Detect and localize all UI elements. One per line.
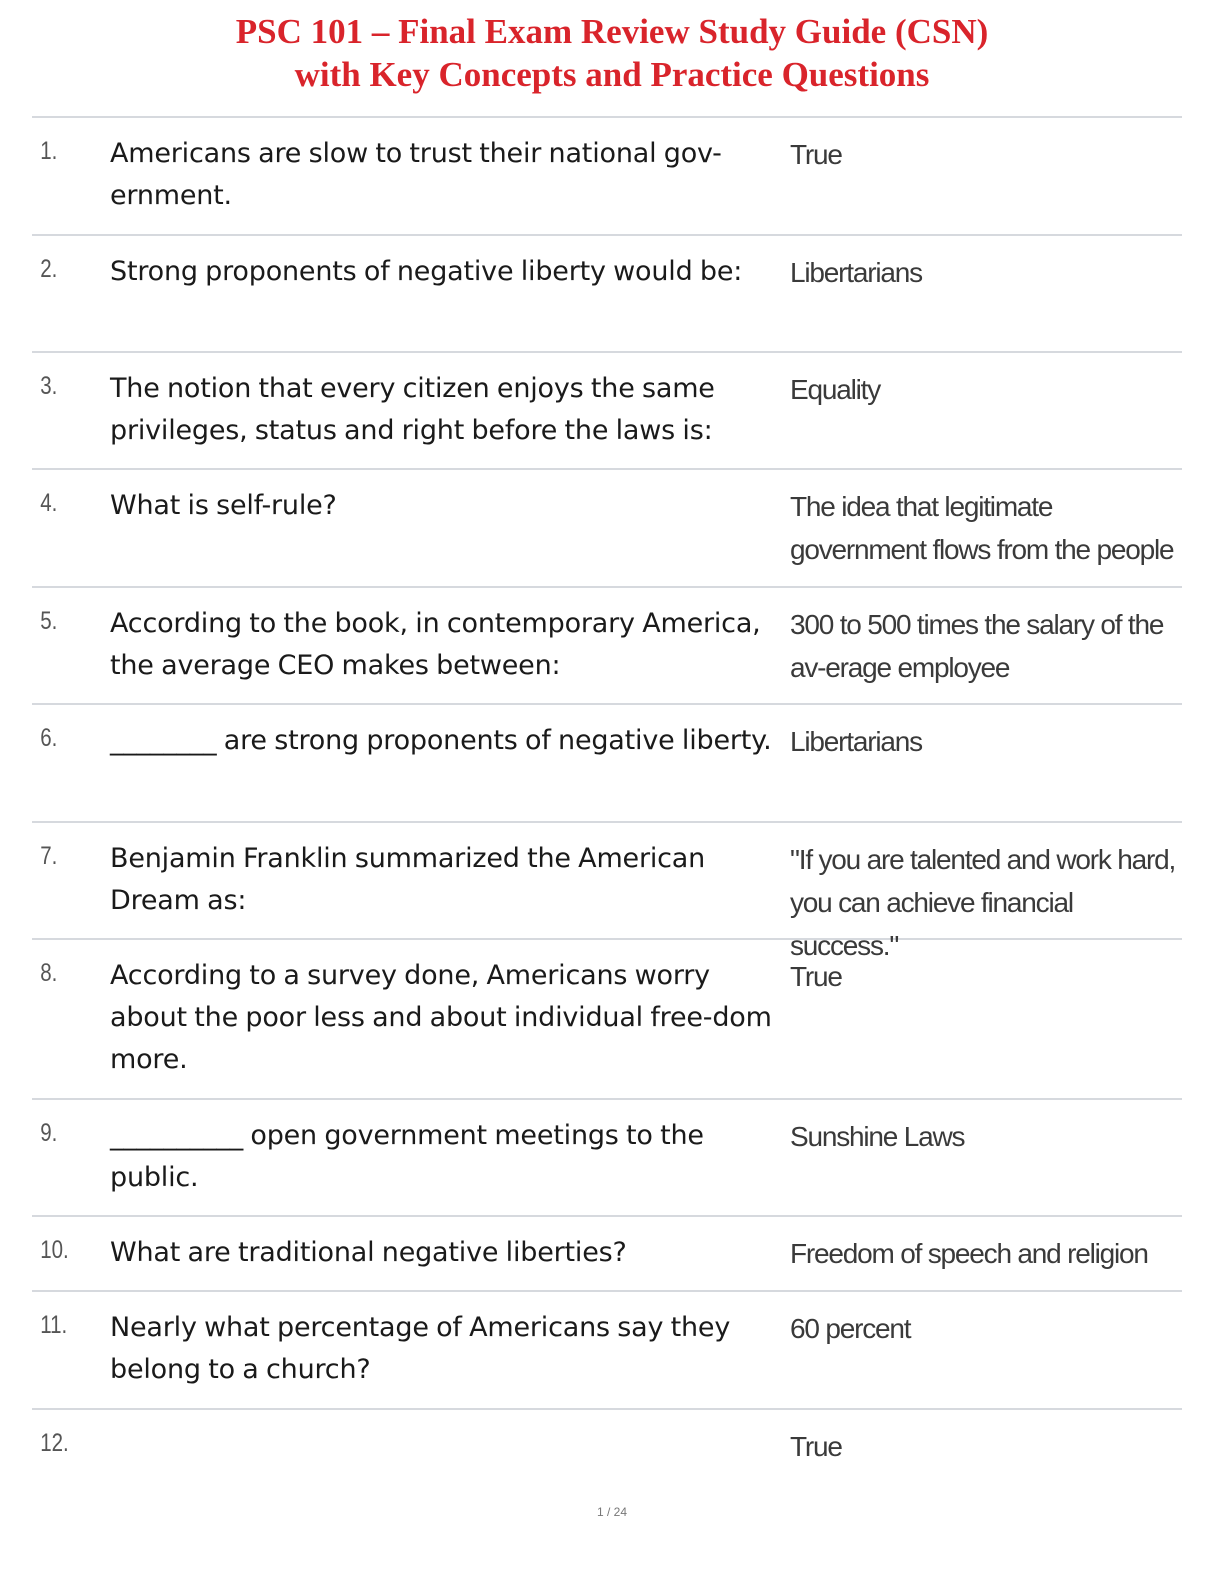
question-text: What are traditional negative liberties? [110, 1237, 627, 1268]
page-title-line-2: with Key Concepts and Practice Questions [294, 55, 930, 94]
answer-text: True [790, 1431, 842, 1462]
question-answer-list [32, 116, 1182, 1470]
qa-row [32, 1100, 1182, 1217]
question-text: ________ are strong proponents of negative liberty. [110, 725, 772, 756]
question-text: Strong proponents of negative liberty would be: [110, 256, 743, 287]
qa-row [32, 940, 1182, 1100]
answer-text: "If you are talented and work hard, you can achieve financial success." [790, 844, 1176, 961]
answer-text: Libertarians [790, 726, 922, 757]
answer-text: Freedom of speech and religion [790, 1238, 1148, 1269]
page-indicator: 1 / 24 [596, 1505, 628, 1519]
question-number: 3. [40, 372, 58, 400]
qa-row [32, 1292, 1182, 1410]
qa-row [32, 588, 1182, 705]
question-number: 8. [40, 959, 58, 987]
qa-row [32, 118, 1182, 236]
question-text: According to a survey done, Americans worry about the poor less and about individual free-dom more. [110, 960, 772, 1075]
answer-text: 300 to 500 times the salary of the av-erage employee [790, 609, 1164, 683]
question-number: 9. [40, 1119, 58, 1147]
page-title-line-1: PSC 101 – Final Exam Review Study Guide (CSN) [235, 12, 989, 51]
qa-row [32, 470, 1182, 588]
qa-row [32, 236, 1182, 353]
question-number: 5. [40, 607, 58, 635]
question-text: What is self-rule? [110, 490, 337, 521]
page-title [0, 10, 1224, 96]
qa-row [32, 823, 1182, 961]
question-number: 7. [40, 842, 58, 870]
answer-text: Equality [790, 374, 881, 405]
question-number: 6. [40, 724, 58, 752]
answer-text: True [790, 139, 842, 170]
question-number: 12. [40, 1429, 69, 1457]
question-number: 10. [40, 1236, 69, 1264]
qa-row [32, 705, 1182, 823]
qa-row [32, 353, 1182, 470]
question-number: 11. [40, 1311, 68, 1339]
question-number: 4. [40, 489, 58, 517]
answer-text: Libertarians [790, 257, 922, 288]
question-text: The notion that every citizen enjoys the same privileges, status and right before the laws is: [110, 373, 715, 446]
question-number: 2. [40, 255, 58, 283]
answer-text: True [790, 961, 842, 992]
answer-text: 60 percent [790, 1313, 911, 1344]
question-text: __________ open government meetings to the public. [110, 1120, 704, 1193]
answer-text: Sunshine Laws [790, 1121, 965, 1152]
question-text: Americans are slow to trust their national gov-ernment. [110, 138, 722, 211]
question-text: According to the book, in contemporary America, the average CEO makes between: [110, 608, 761, 681]
question-text: Nearly what percentage of Americans say they belong to a church? [110, 1312, 731, 1385]
qa-row [32, 1217, 1182, 1292]
qa-row [32, 1410, 1182, 1470]
question-text: Benjamin Franklin summarized the American Dream as: [110, 843, 706, 916]
answer-text: The idea that legitimate government flows from the people [790, 491, 1174, 565]
question-number: 1. [40, 137, 58, 165]
